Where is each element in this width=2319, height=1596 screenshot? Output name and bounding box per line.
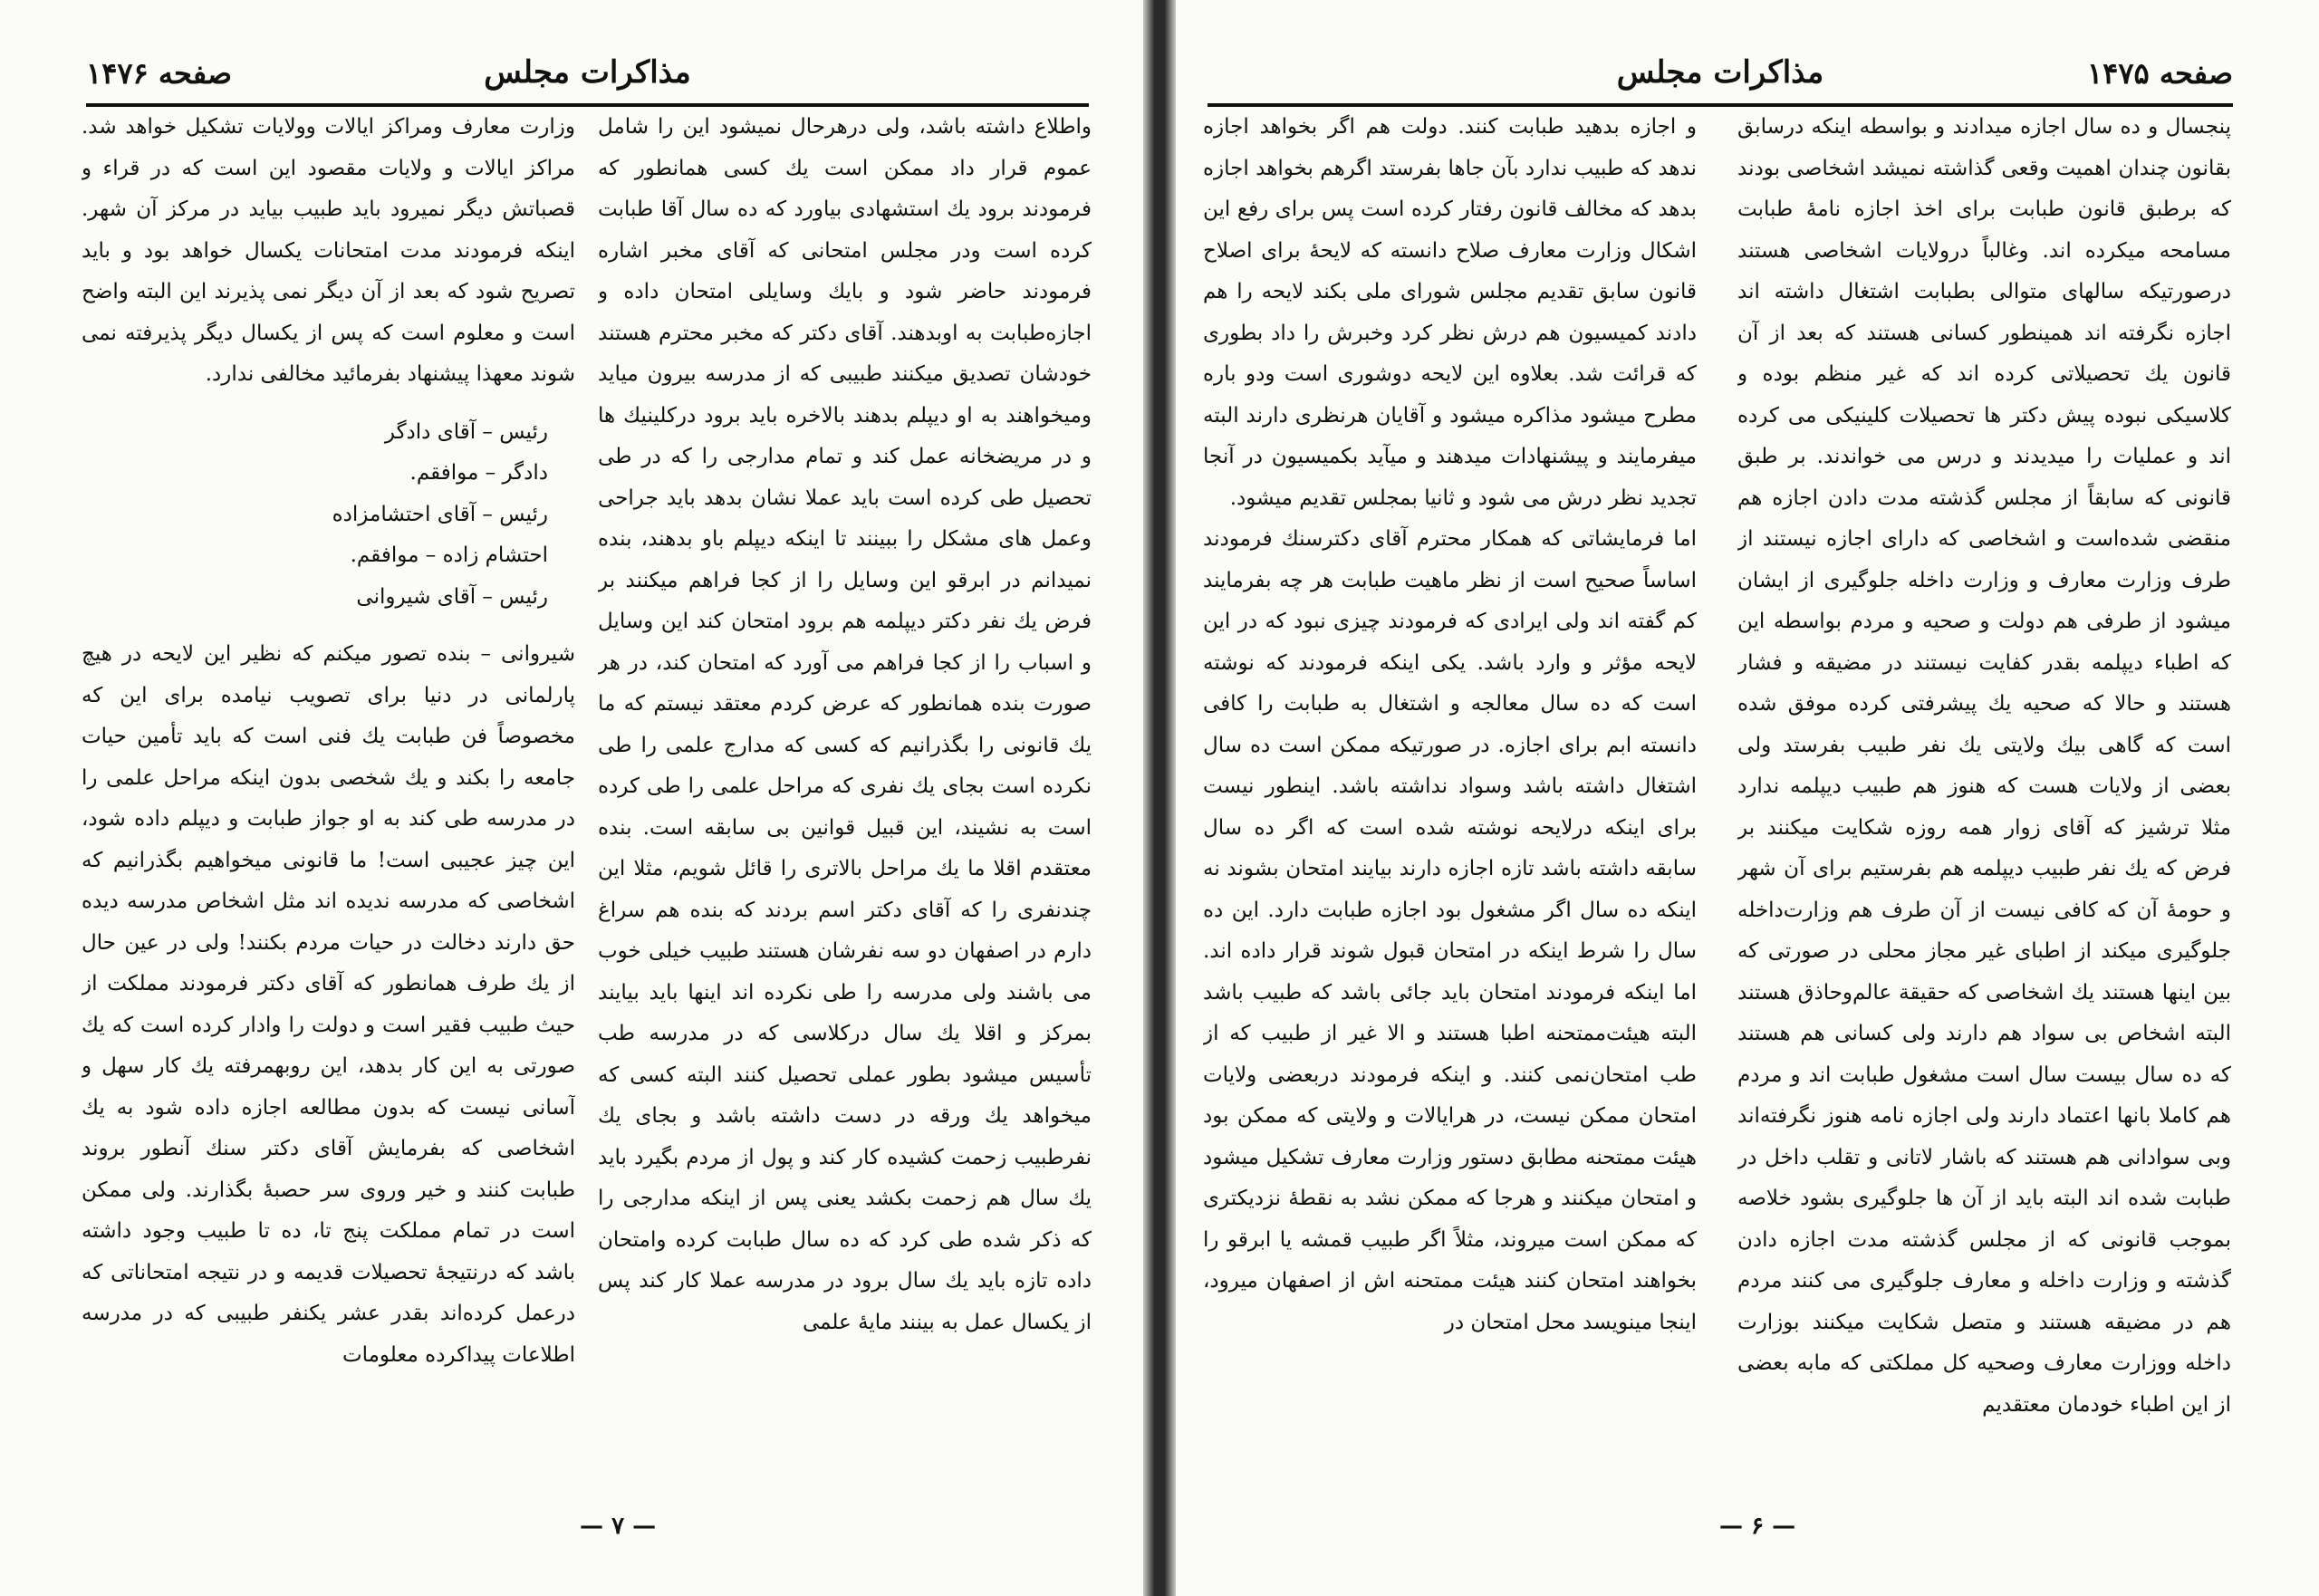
speaker-line: دادگر – موافقم. xyxy=(409,461,548,485)
right-page xyxy=(1176,0,2319,1596)
text-column-left xyxy=(1203,107,1697,1520)
right-page-header xyxy=(1208,53,2233,107)
speaker-line: رئیس – آقای دادگر xyxy=(384,419,548,444)
page-number: صفحه ۱۴۷۵ xyxy=(2086,56,2233,91)
paragraph: و اجازه بدهید طبابت کنند. دولت هم اگر بخواهد اجازه ندهد که طبیب ندارد بآن جاها بفرستد اگرهم بخواهد اجازه بدهد که مخالف قانون رفتار کرده است پس برای رفع این اشکال وزارت معارف صلاح دانسته که لایحهٔ برای اصلاح قانون سابق تقدیم مجلس شورای ملی بکند لایحه را هم دادند کمیسیون هم درش نظر کرد وخبرش را داد بطوری که قرائت شد. بعلاوه این لایحه دوشوری است ودو باره مطرح میشود مذاکره میشود و آقایان هرنظری دارند البته میفرمایند و پیشنهادات میدهند و میآید بکمیسیون در آنجا تجدید نظر درش می شود و ثانیا بمجلس تقدیم میشود. xyxy=(1203,115,1697,510)
header-title: مذاکرات مجلس xyxy=(1616,54,1824,91)
page-number: صفحه ۱۴۷۶ xyxy=(86,56,233,91)
paragraph: وزارت معارف ومراکز ایالات وولایات تشکیل خواهد شد. مراکز ایالات و ولایات مقصود این است که در قراء و قصباتش دیگر نمیرود باید طبیب بیاید در مرکز آن شهر. اینکه فرمودند مدت امتحانات یکسال خواهد بود و باید تصریح شود که بعد از آن دیگر نمی پذیرند این البته واضح است و معلوم است که پس از یکسال دیگر پذیرفته نمی شوند معهذا پیشنهاد بفرمائید مخالفی ندارد. xyxy=(82,115,575,386)
left-page-header xyxy=(86,53,1089,107)
speaker-line: رئیس – آقای احتشامزاده xyxy=(332,502,548,526)
text-column-right xyxy=(598,107,1092,1520)
header-title: مذاکرات مجلس xyxy=(484,54,691,91)
book-gutter xyxy=(1143,0,1176,1596)
left-page xyxy=(0,0,1143,1596)
speaker-line: احتشام زاده – موافقم. xyxy=(350,543,548,567)
text-column-left xyxy=(82,107,575,1520)
paragraph: اما فرمایشاتی که همکار محترم آقای دکتر‌سنك فرمودند اساساً صحیح است از نظر ماهیت طبابت هر چه بفرمایند کم گفته اند ولی ایرادی که فرمودند چیزی نبود که در این لایحه مؤثر و وارد باشد. یکی اینکه فرمودند که نوشته است که ده سال معالجه و اشتغال به طبابت را کافی دانسته ابم برای اجازه. در صورتیکه ممکن است ده سال اشتغال داشته باشد وسواد نداشته باشد. اینطور نیست برای اینکه درلایحه نوشته شده است که اگر ده سال سابقه داشته باشد تازه اجازه دارند بیایند امتحان بشوند نه اینکه ده سال اگر مشغول بود اجازه طبابت دارد. این ده سال را شرط اینکه در امتحان قبول شوند قرار داده اند. اما اینکه فرمودند امتحان باید جائی باشد که طبیب باشد البته هیئت‌ممتحنه اطبا هستند و الا غیر از طبیب که از طب امتحان‌نمی کنند. و اینکه فرمودند دربعضی ولایات امتحان ممکن نیست، در هرایالات و ولایتی که ممکن بود هیئت ممتحنه مطابق دستور وزارت معارف تشکیل میشود و امتحان میکنند و هرجا که ممکن نشد به نقطهٔ نزدیکتری که ممکن است میروند، مثلاً اگر طبیب قمشه یا ابرقو را بخواهند امتحان کنند هیئت ممتحنه اش از اصفهان میرود، اینجا مینویسد محل امتحان در xyxy=(1203,527,1697,1334)
paragraph: واطلاع داشته باشد، ولی درهرحال نمیشود این را شامل عموم قرار داد ممکن است یك کسی همانطور که فرمودند برود یك استشهادی بیاورد که ده سال آقا طبابت کرده است ودر مجلس امتحانی که آقای مخبر اشاره فرمودند حاضر شود و بایك وسایلی امتحان داده و اجازه‌طبابت به اوبدهند. آقای دکتر که مخبر محترم هستند خودشان تصدیق میکنند طبیبی که از مدرسه بیرون میاید ومیخواهند به او دیپلم بدهند بالاخره باید برود درکلینیك ها و در مریضخانه عمل کند و تمام مدارجی را که در طی تحصیل طی کرده است باید عملا نشان بدهد باید جراحی وعمل های مشکل را ببینند تا اینکه دیپلم باو بدهند، بنده نمیدانم در ابرقو این وسایل را از کجا فراهم میکنند بر فرض یك نفر دکتر دیپلمه هم برود امتحان کند این وسایل و اسباب را از کجا فراهم می آورد که امتحان کند، در هر صورت بنده همانطور که عرض کردم معتقد نیستم که ما یك قانونی را بگذرانیم که کسی که مدارج علمی را طی نکرده است بجای یك نفری که مراحل علمی را طی کرده است به نشیند، این قبیل قوانین بی سابقه است. بنده معتقدم اقلا ما یك مراحل بالاتری را قائل شویم، مثلا این چندنفری را که آقای دکتر اسم بردند که بنده هم سراغ دارم در اصفهان دو سه نفرشان هستند طبیب خیلی خوب می باشند ولی مدرسه را طی نکرده اند اینها باید بیایند بمرکز و اقلا یك سال درکلاسی که در مدرسه طب تأسیس میشود بطور عملی تحصیل کنند البته کسی که میخواهد یك ورقه در دست داشته باشد و بجای یك نفرطبیب زحمت کشیده کار کند و پول از مردم بگیرد باید یك سال هم زحمت بکشد یعنی پس از اینکه مدارجی را که ذکر شده طی کرد که ده سال طبابت کرده وامتحان داده تازه باید یك سال برود در مدرسه عملا کار کند پس از یکسال عمل به بینند مایهٔ علمی xyxy=(598,115,1092,1334)
page-footer-number: — ۶ — xyxy=(1719,1513,1796,1540)
paragraph: پنجسال و ده سال اجازه میدادند و بواسطه اینکه درسابق بقانون چندان اهمیت وقعی گذاشته نمیشد اشخاصی بودند که برطبق قانون طبابت برای اخذ اجازه نامهٔ طبابت مسامحه میکرده اند. وغالباً درولایات اشخاصی هستند درصورتیکه سالهای متوالی بطبابت اشتغال داشته اند اجازه نگرفته اند همینطور کسانی هستند که بعد از آن قانون یك تحصیلاتی کرده اند که غیر منظم بوده و کلاسیکی نبوده پیش دکتر ها تحصیلات کلینیکی می کرده اند و عملیات را میدیدند و درس می خواندند. بر طبق قانونی که سابقاً از مجلس گذشته مدت دادن اجازه هم منقضی شده‌است و اشخاصی که دارای اجازه نیستند از طرف وزارت معارف و وزارت داخله جلوگیری از ایشان میشود از طرفی هم دولت و صحیه و مردم بواسطه این که اطباء دیپلمه بقدر کفایت نیستند در مضیقه و فشار هستند و حالا که صحیه یك پیشرفتی کرده موفق شده است که گاهی بیك ولایتی یك نفر طبیب بفرستد ولی بعضی از ولایات هست که هنوز هم طبیب دیپلمه ندارد مثلا ترشیز که آقای زوار همه روزه شکایت میکنند بر فرض که یك نفر طبیب دیپلمه هم بفرستیم برای آن شهر و حومهٔ آن که کافی نیست از آن طرف هم وزارت‌داخله جلوگیری میکند از اطبای غیر مجاز محلی در صورتی که بین اینها هستند یك اشخاصی که حقیقة عالم‌وحاذق هستند البته اشخاص بی سواد هم دارند ولی کسانی هم هستند که ده سال بیست سال است مشغول طبابت اند و مردم هم کاملا بانها اعتماد دارند ولی اجازه نامه هنوز نگرفته‌اند وبی سوادانی هم هستند که باشار لاتانی و تقلب داخل در طبابت شده اند البته باید از آن ها جلوگیری بشود خلاصه بموجب قانونی که از مجلس گذشته مدت اجازه دادن گذشته و وزارت داخله و معارف جلوگیری می کنند مردم هم در مضیقه هستند و متصل شکایت میکنند بوزارت داخله ووزارت معارف وصحیه کل مملکتی که مابه بعضی از این اطباء خودمان معتقدیم xyxy=(1737,115,2231,1417)
paragraph: شیروانی – بنده تصور میکنم که نظیر این لایحه در هیچ پارلمانی در دنیا برای تصویب نیامده برای این که مخصوصاً فن طبابت یك فنی است که باید تأمین حیات جامعه را بکند و یك شخصی بدون اینکه مراحل علمی را در مدرسه طی کند به او جواز طبابت و دیپلم داده شود، این چیز عجیبی است! ما قانونی میخواهیم بگذرانیم که اشخاصی که مدرسه ندیده اند مثل اشخاص مدرسه دیده حق دارند دخالت در حیات مردم بکنند! ولی در عین حال از یك طرف همانطور که آقای دکتر فرمودند مملکت از حیث طبیب فقیر است و دولت را وادار کرده است که یك صورتی به این کار بدهد، این روبهمرفته یك کار سهل و آسانی نیست که بدون مطالعه اجازه داده شود به یك اشخاصی که بفرمایش آقای دکتر سنك آنطور بروند طبابت کنند و خیر وروی سر حصبهٔ بگذارند. ولی ممکن است در تمام مملکت پنج تا، ده تا طبیب وجود داشته باشد که درنتیجهٔ تحصیلات قدیمه و در نتیجه امتحاناتی که درعمل کرده‌اند بقدر عشر یکنفر طبیبی که در مدرسه اطلاعات پیداکرده معلومات xyxy=(82,642,575,1367)
page-footer-number: — ۷ — xyxy=(580,1513,657,1540)
speaker-line: رئیس – آقای شیروانی xyxy=(356,584,548,609)
text-column-right xyxy=(1737,107,2231,1520)
